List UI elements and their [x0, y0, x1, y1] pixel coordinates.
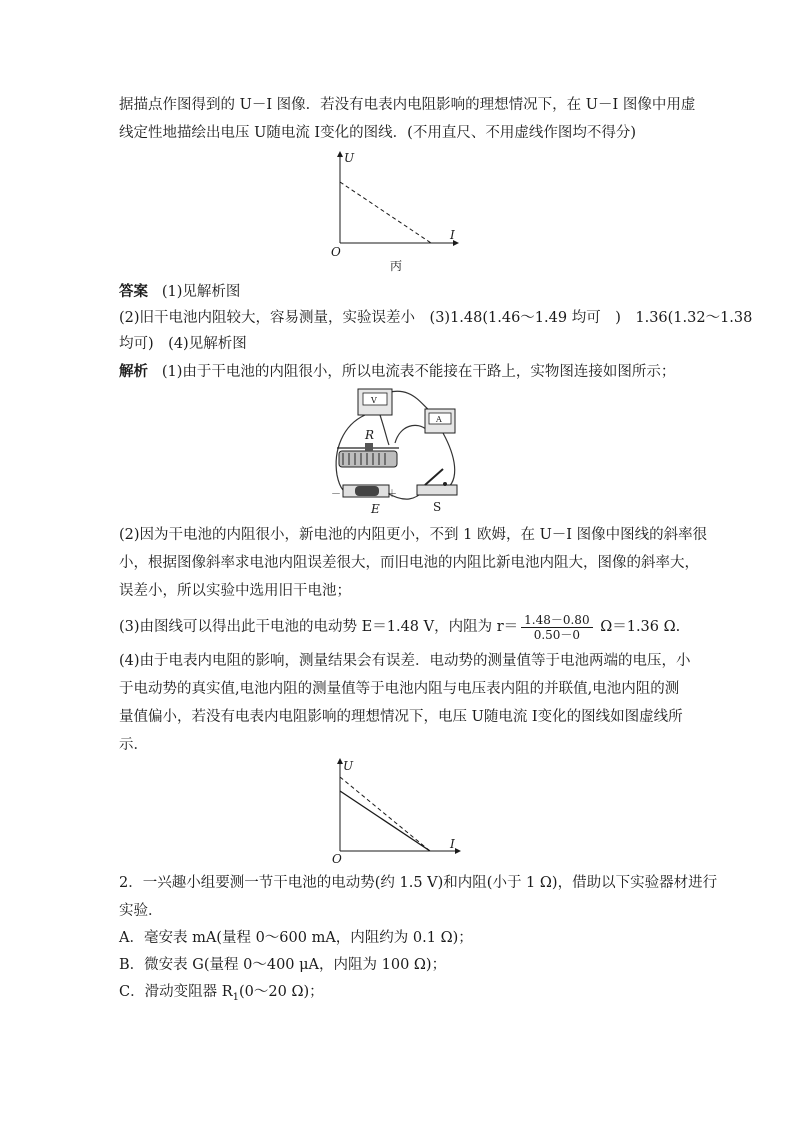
u-axis-label: U — [344, 151, 355, 165]
battery-icon — [331, 485, 397, 516]
analysis-line-1: 解析 (1)由于干电池的内阻很小，所以电流表不能接在干路上，实物图连接如图所示； — [119, 363, 676, 380]
analysis-p2-line-1: (2)因为干电池的内阻很小，新电池的内阻更小，不到 1 欧姆，在 U－I 图像中图线的斜率很 — [119, 527, 708, 543]
analysis-p2-line-2: 小，根据图像斜率求电池内阻误差很大，而旧电池的内阻比新电池内阻大，图像的斜率大， — [119, 555, 699, 571]
resistance-fraction: $\frac{1.48-0.80}{0.50-0}$ — [521, 613, 592, 642]
u-axis-label: U — [343, 759, 354, 773]
option-c: C．滑动变阻器 $R_1(0\sim 20$ Ω)； — [119, 984, 324, 1003]
question2-line-1: 2．一兴趣小组要测一节干电池的电动势(约 1.5 V)和内阻(小于 1 Ω)，借助以下实验器材进行 — [119, 875, 718, 891]
svg-text:－: － — [331, 489, 341, 500]
analysis-p3-line: (3)由图线可以得出此干电池的电动势 E＝1.48 V，内阻为 r＝ $\frac{1.48-0.80}{0.50-0}$ Ω＝1.36 Ω. — [119, 612, 681, 642]
answer-label: 答案 — [119, 283, 148, 300]
analysis-p4-line-4: 示． — [119, 737, 148, 753]
svg-text:V: V — [371, 396, 377, 405]
ammeter-icon — [425, 409, 455, 433]
svg-text:R: R — [365, 428, 375, 442]
figure-caption: 丙 — [390, 259, 403, 273]
svg-text:S: S — [433, 500, 442, 514]
option-a: A．毫安表 mA(量程 0～600 mA，内阻约为 0.1 Ω)； — [119, 930, 473, 946]
answer-line-3: 均可) (4)见解析图 — [119, 336, 247, 352]
intro-line-2: 线定性地描绘出电压 U随电流 I变化的图线．(不用直尺、不用虚线作图均不得分) — [119, 125, 636, 141]
question2-line-2: 实验． — [119, 903, 163, 919]
dashed-ideal-line — [340, 182, 431, 243]
analysis-p2-line-3: 误差小，所以实验中选用旧干电池； — [119, 583, 351, 599]
svg-text:A: A — [436, 415, 442, 424]
ui-graph-figure-final — [330, 758, 470, 866]
analysis-p4-line-2: 于电动势的真实值,电池内阻的测量值等于电池内阻与电压表内阻的并联值,电池内阻的测 — [119, 681, 680, 697]
svg-text:＋: ＋ — [387, 489, 397, 500]
ui-graph-figure-bing — [328, 150, 468, 275]
option-b: B．微安表 G(量程 0～400 μA，内阻为 100 Ω)； — [119, 957, 447, 973]
analysis-p4-line-3: 量值偏小，若没有电表内电阻影响的理想情况下，电压 U随电流 I变化的图线如图虚线所 — [119, 709, 683, 725]
analysis-p4-line-1: (4)由于电表内电阻的影响，测量结果会有误差．电动势的测量值等于电池两端的电压，小 — [119, 653, 691, 669]
voltmeter-icon — [358, 389, 392, 415]
intro-line-1: 据描点作图得到的 U－I 图像．若没有电表内电阻影响的理想情况下，在 U－I 图像中用虚 — [119, 97, 696, 113]
circuit-diagram — [325, 385, 475, 517]
i-axis-label: I — [450, 228, 455, 242]
origin-label: O — [332, 852, 342, 866]
dashed-ideal-line — [340, 777, 430, 851]
origin-label: O — [331, 245, 341, 259]
answer-line-2: (2)旧干电池内阻较大，容易测量，实验误差小 (3)1.48(1.46～1.49 均可 ) 1.36(1.32～1.38 — [119, 310, 753, 326]
analysis-label: 解析 — [119, 363, 148, 380]
answer-line-1: 答案 (1)见解析图 — [119, 283, 241, 300]
svg-text:E: E — [371, 502, 380, 516]
measured-line — [340, 791, 430, 851]
switch-icon — [417, 469, 457, 514]
rheostat-icon — [337, 428, 399, 467]
i-axis-label: I — [450, 837, 455, 851]
